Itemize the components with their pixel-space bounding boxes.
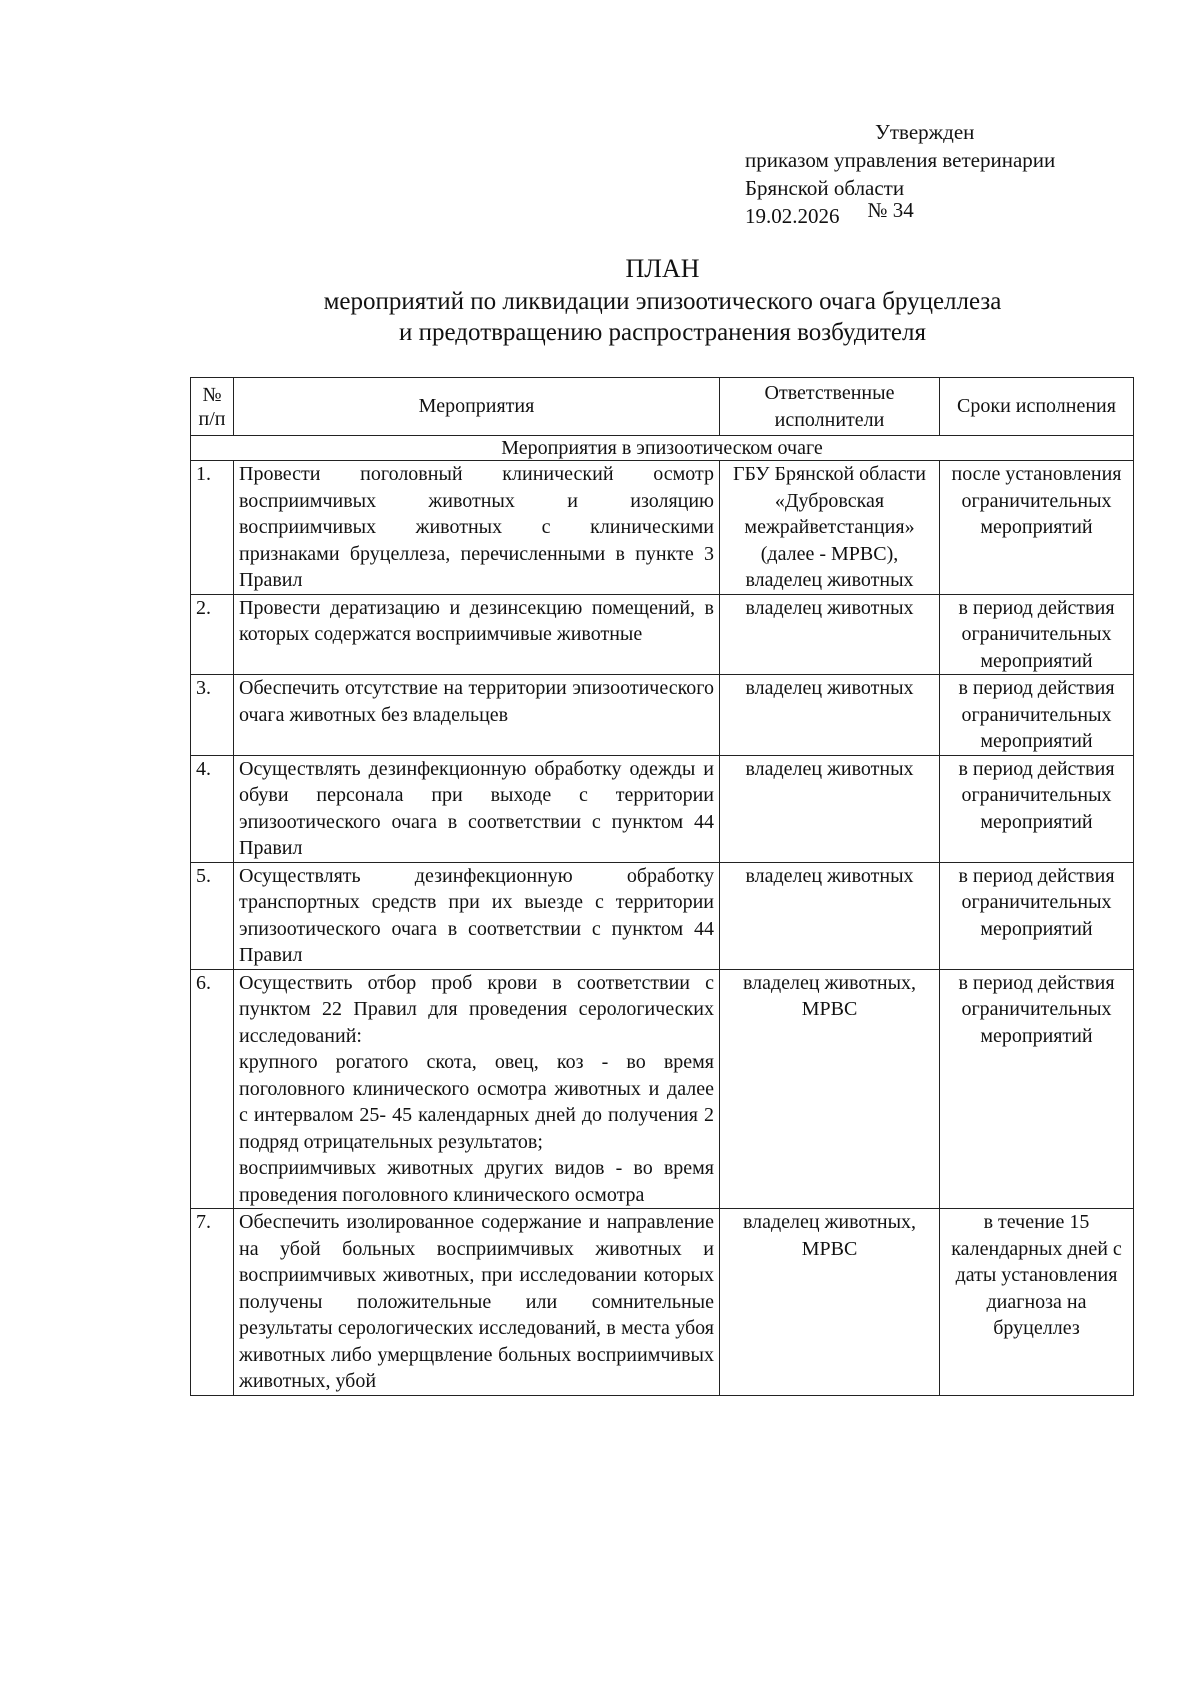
table-row — [191, 862, 1134, 969]
title-main: ПЛАН — [625, 254, 700, 283]
header-term: Сроки исполнения — [940, 378, 1134, 436]
approval-line-3: Брянской области — [745, 176, 905, 200]
row-event: Провести поголовный клинический осмотр восприимчивых животных и изоляцию восприимчивых животных с клиническими признаками бруцеллеза, перечисленными в пункте 3 Правил — [234, 461, 720, 595]
row-term: в период действия ограничительных мероприятий — [940, 862, 1134, 969]
row-event: Осуществлять дезинфекционную обработку транспортных средств при их выезде с территории эпизоотического очага в соответствии с пунктом 44 Правил — [234, 862, 720, 969]
row-event: Провести дератизацию и дезинсекцию помещений, в которых содержатся восприимчивые животные — [234, 594, 720, 675]
row-num: 2. — [191, 594, 234, 675]
approval-date-line — [745, 198, 1055, 230]
row-responsible: ГБУ Брянской области «Дубровская межрайветстанция» (далее - МРВС), владелец животных — [720, 461, 940, 595]
row-event — [234, 969, 720, 1209]
row-term: в течение 15 календарных дней с даты установления диагноза на бруцеллез — [940, 1209, 1134, 1396]
table-row — [191, 461, 1134, 595]
approval-number: № 34 — [867, 198, 914, 222]
plan-table — [190, 377, 1134, 1396]
approval-line-2: приказом управления ветеринарии — [745, 148, 1056, 172]
row-event: Обеспечить изолированное содержание и направление на убой больных восприимчивых животных и восприимчивых животных, при исследовании которых получены положительные или сомнительные результаты серологических исследований, в места убоя животных либо умерщвление больных восприимчивых животных, убой — [234, 1209, 720, 1396]
row-num: 1. — [191, 461, 234, 595]
row-event: Осуществлять дезинфекционную обработку одежды и обуви персонала при выходе с территории эпизоотического очага в соответствии с пунктом 44 Правил — [234, 755, 720, 862]
section-title: Мероприятия в эпизоотическом очаге — [191, 436, 1134, 461]
row-term: в период действия ограничительных мероприятий — [940, 755, 1134, 862]
row-responsible: владелец животных — [720, 862, 940, 969]
row-event: Обеспечить отсутствие на территории эпизоотического очага животных без владельцев — [234, 675, 720, 756]
row-num: 3. — [191, 675, 234, 756]
document-title — [0, 252, 1200, 348]
table-row — [191, 1209, 1134, 1396]
row-term: после установления ограничительных мероприятий — [940, 461, 1134, 595]
row-responsible: владелец животных, МРВС — [720, 969, 940, 1209]
row-num: 6. — [191, 969, 234, 1209]
row-term: в период действия ограничительных мероприятий — [940, 969, 1134, 1209]
row-num: 7. — [191, 1209, 234, 1396]
title-sub-2: и предотвращению распространения возбудителя — [399, 319, 926, 346]
row-responsible: владелец животных — [720, 675, 940, 756]
row-num: 4. — [191, 755, 234, 862]
approval-date: 19.02.2026 — [745, 204, 840, 228]
header-responsible: Ответственные исполнители — [720, 378, 940, 436]
row-responsible: владелец животных — [720, 594, 940, 675]
row-num: 5. — [191, 862, 234, 969]
table-row — [191, 755, 1134, 862]
title-sub-1: мероприятий по ликвидации эпизоотического очага бруцеллеза — [323, 288, 1002, 315]
row-term: в период действия ограничительных мероприятий — [940, 675, 1134, 756]
approval-stamp — [745, 118, 1055, 230]
table-row — [191, 969, 1134, 1209]
row-term: в период действия ограничительных мероприятий — [940, 594, 1134, 675]
header-num: № п/п — [191, 378, 234, 436]
row-responsible: владелец животных — [720, 755, 940, 862]
row-responsible: владелец животных, МРВС — [720, 1209, 940, 1396]
table-row — [191, 594, 1134, 675]
row-event-paragraph: крупного рогатого скота, овец, коз - во время поголовного клинического осмотра животных и далее с интервалом 25- 45 календарных дней до получения 2 подряд отрицательных результатов; — [239, 1051, 714, 1153]
header-event: Мероприятия — [234, 378, 720, 436]
table-header-row — [191, 378, 1134, 436]
row-event-paragraph: восприимчивых животных других видов - во время проведения поголовного клинического осмотра — [239, 1157, 714, 1206]
approval-line-1: Утвержден — [875, 120, 975, 144]
row-event-paragraph: Осуществить отбор проб крови в соответствии с пунктом 22 Правил для проведения серологических исследований: — [239, 971, 714, 1047]
section-row — [191, 436, 1134, 461]
table-row — [191, 675, 1134, 756]
